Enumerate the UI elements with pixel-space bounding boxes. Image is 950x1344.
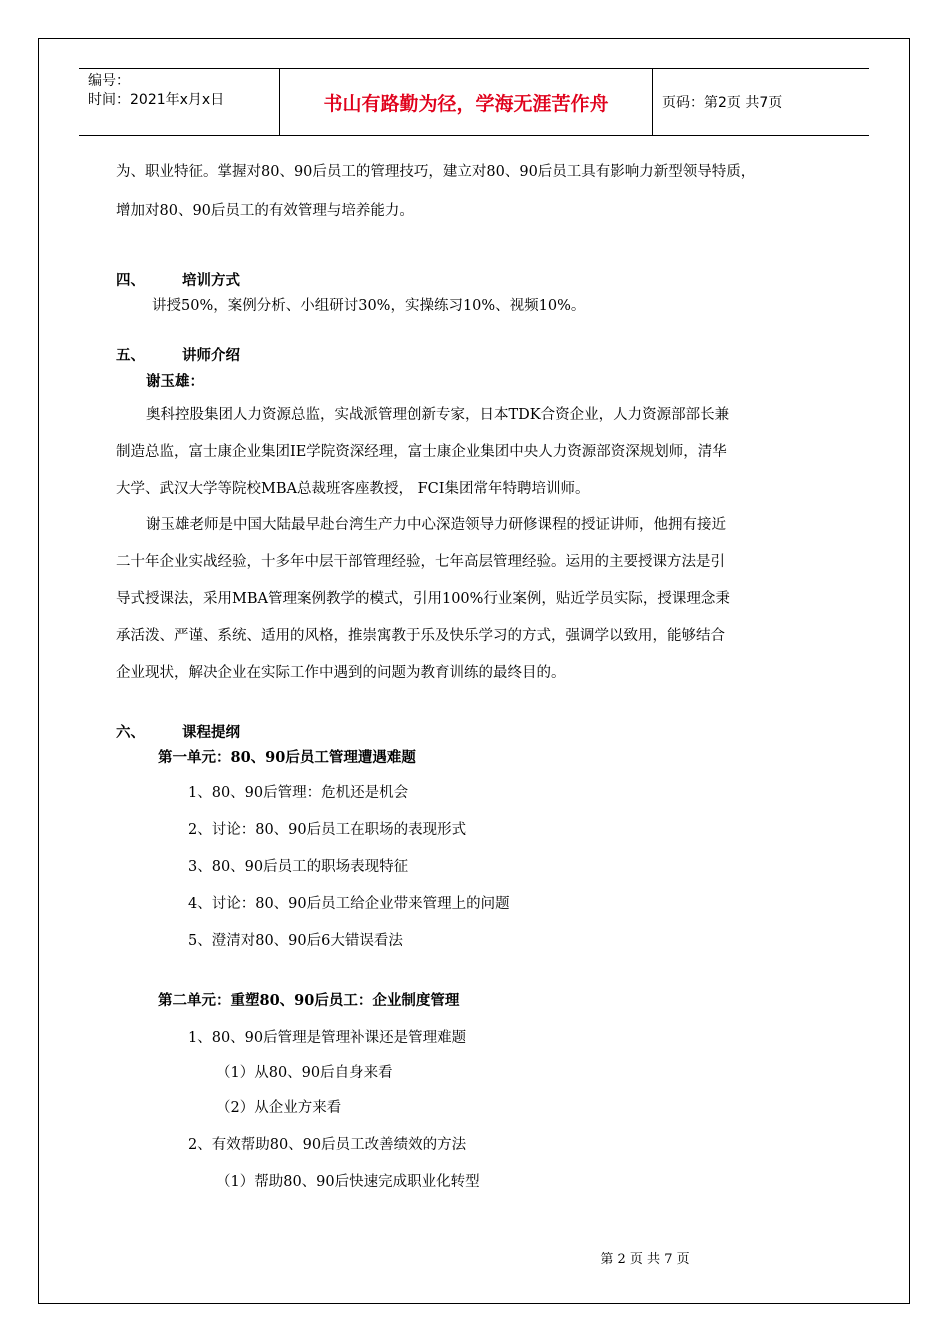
unit2-item-1-sub-1: （1）从80、90后自身来看 — [216, 1065, 393, 1081]
section4-number: 四、 — [116, 272, 145, 289]
header-motto: 书山有路勤为径，学海无涯苦作舟 — [280, 69, 653, 135]
intro-line-2: 增加对80、90后员工的有效管理与培养能力。 — [116, 203, 414, 219]
unit1-item-3: 3、80、90后员工的职场表现特征 — [188, 859, 409, 875]
time-label: 时间：2021年x月x日 — [88, 92, 225, 108]
lecturer-name: 谢玉雄： — [146, 373, 204, 390]
unit2-item-1-sub-2: （2）从企业方来看 — [216, 1100, 342, 1116]
section5-number: 五、 — [116, 347, 145, 364]
bio-p1-line-1: 奥科控股集团人力资源总监，实战派管理创新专家，日本TDK合资企业，人力资源部部长兼 — [146, 407, 730, 423]
unit2-item-1: 1、80、90后管理是管理补课还是管理难题 — [188, 1030, 467, 1046]
bio-p2-line-5: 企业现状，解决企业在实际工作中遇到的问题为教育训练的最终目的。 — [116, 665, 566, 681]
unit1-item-5: 5、澄清对80、90后6大错误看法 — [188, 933, 403, 949]
unit1-item-2: 2、讨论：80、90后员工在职场的表现形式 — [188, 822, 467, 838]
unit1-title: 第一单元：80、90后员工管理遭遇难题 — [158, 749, 416, 766]
unit1-item-4: 4、讨论：80、90后员工给企业带来管理上的问题 — [188, 896, 510, 912]
header-meta — [79, 69, 280, 135]
header-page-label: 页码：第2页 共7页 — [662, 95, 783, 111]
number-label: 编号： — [88, 73, 130, 89]
bio-p2-line-4: 承活泼、严谨、系统、适用的风格，推崇寓教于乐及快乐学习的方式，强调学以致用，能够结合 — [116, 628, 725, 644]
unit2-item-2: 2、有效帮助80、90后员工改善绩效的方法 — [188, 1137, 467, 1153]
section4-body: 讲授50%，案例分析、小组研讨30%，实操练习10%、视频10%。 — [152, 298, 586, 314]
section6-number: 六、 — [116, 724, 145, 741]
unit1-item-1: 1、80、90后管理：危机还是机会 — [188, 785, 409, 801]
section6-title: 课程提纲 — [182, 724, 240, 741]
unit2-title: 第二单元：重塑80、90后员工：企业制度管理 — [158, 992, 460, 1009]
section5-title: 讲师介绍 — [182, 347, 240, 364]
unit2-item-2-sub-1: （1）帮助80、90后快速完成职业化转型 — [216, 1174, 480, 1190]
intro-line-1: 为、职业特征。掌握对80、90后员工的管理技巧，建立对80、90后员工具有影响力新型领导特质， — [116, 164, 756, 180]
bio-p1-line-2: 制造总监，富士康企业集团IE学院资深经理，富士康企业集团中央人力资源部资深规划师，清华 — [116, 444, 727, 460]
section4-title: 培训方式 — [182, 272, 240, 289]
page-footer: 第 2 页 共 7 页 — [600, 1252, 690, 1267]
bio-p2-line-2: 二十年企业实战经验，十多年中层干部管理经验，七年高层管理经验。运用的主要授课方法是引 — [116, 554, 725, 570]
bio-p1-line-3: 大学、武汉大学等院校MBA总裁班客座教授， FCI集团常年特聘培训师。 — [116, 481, 590, 497]
header-table — [79, 68, 869, 136]
bio-p2-line-3: 导式授课法，采用MBA管理案例教学的模式，引用100%行业案例，贴近学员实际，授课理念秉 — [116, 591, 730, 607]
bio-p2-line-1: 谢玉雄老师是中国大陆最早赴台湾生产力中心深造领导力研修课程的授证讲师，他拥有接近 — [146, 517, 726, 533]
